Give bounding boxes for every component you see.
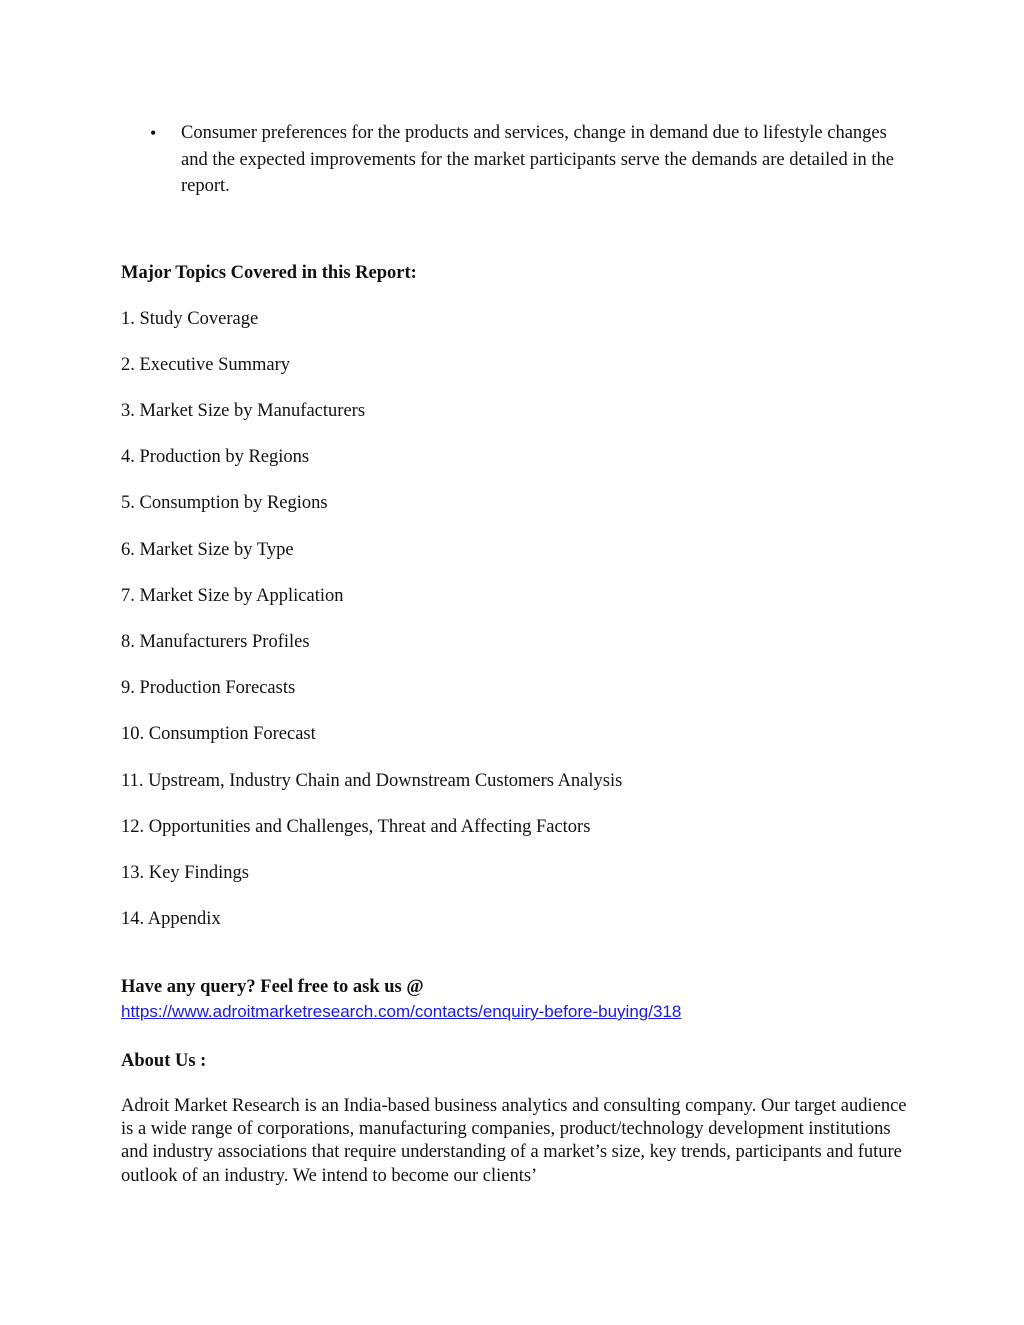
- topics-heading: Major Topics Covered in this Report:: [121, 263, 417, 283]
- topic-item: 13. Key Findings: [121, 863, 249, 883]
- topic-item: 5. Consumption by Regions: [121, 493, 328, 513]
- about-paragraph: Adroit Market Research is an India-based business analytics and consulting company. Our target audience is a wide range of corporations, manufacturing companies, product/technology development institutions and industry associations that require understanding of a market’s size, key trends, participants and future outlook of an industry. We intend to become our clients’: [121, 1096, 907, 1186]
- topic-item: 2. Executive Summary: [121, 355, 291, 375]
- topic-item: 1. Study Coverage: [121, 309, 259, 329]
- topic-item: 3. Market Size by Manufacturers: [121, 401, 366, 421]
- topic-item: 10. Consumption Forecast: [121, 724, 316, 744]
- topic-item: 12. Opportunities and Challenges, Threat and Affecting Factors: [121, 817, 591, 837]
- bullet-symbol: •: [150, 123, 157, 143]
- bullet-item: [150, 120, 910, 200]
- topic-item: 7. Market Size by Application: [121, 586, 344, 606]
- topic-item: 4. Production by Regions: [121, 447, 310, 467]
- topic-item: 6. Market Size by Type: [121, 540, 294, 560]
- query-heading: Have any query? Feel free to ask us @: [121, 977, 424, 997]
- topic-item: 14. Appendix: [121, 909, 221, 929]
- bullet-text: Consumer preferences for the products and services, change in demand due to lifestyle changes and the expected improvements for the market participants serve the demands are detailed in the report.: [181, 123, 894, 196]
- topic-item: 11. Upstream, Industry Chain and Downstream Customers Analysis: [121, 771, 623, 791]
- topic-item: 8. Manufacturers Profiles: [121, 632, 310, 652]
- enquiry-link[interactable]: https://www.adroitmarketresearch.com/contacts/enquiry-before-buying/318: [121, 1002, 682, 1021]
- about-heading: About Us :: [121, 1051, 207, 1071]
- topic-item: 9. Production Forecasts: [121, 678, 296, 698]
